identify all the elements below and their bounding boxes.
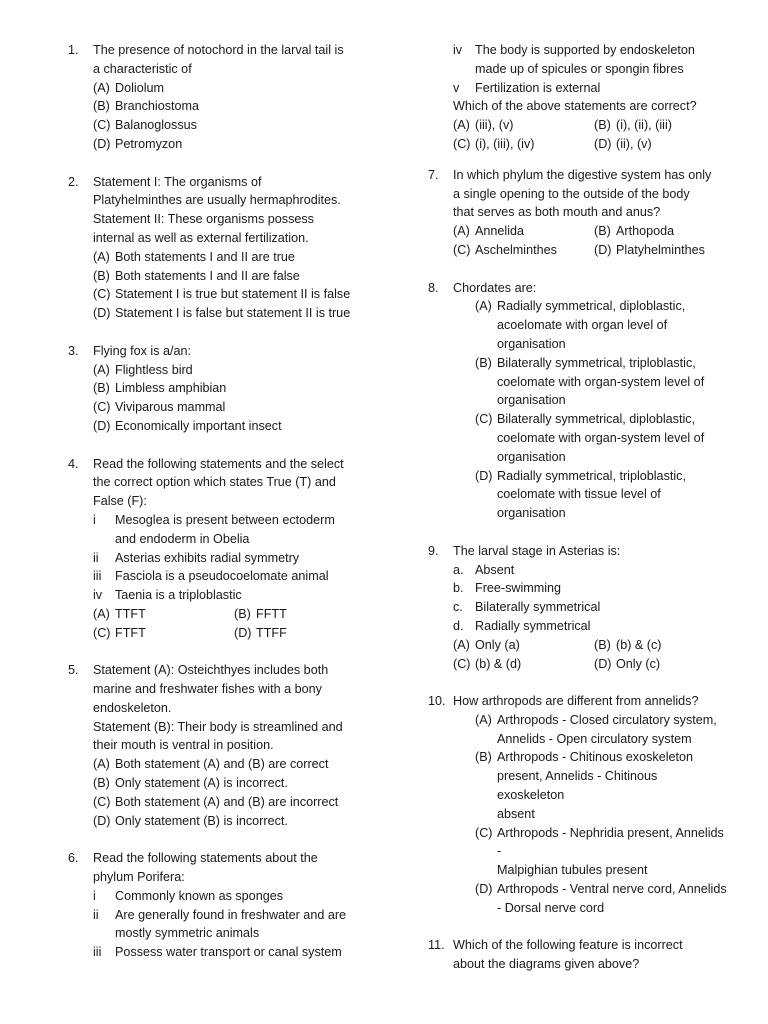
answer-option	[93, 267, 368, 286]
answer-option	[453, 222, 594, 241]
option-text	[115, 267, 368, 286]
option-label: (D)	[93, 136, 111, 151]
option-text-line: Both statements I and II are false	[115, 268, 300, 283]
question-text-line: In which phylum the digestive system has only	[453, 167, 712, 182]
statement-text	[115, 549, 368, 568]
question-text-line: The presence of notochord in the larval tail is	[93, 43, 344, 57]
option-text	[115, 755, 368, 774]
option-text: Only (a)	[475, 637, 520, 652]
question-number: 9.	[428, 543, 439, 558]
option-text-line: Balanoglossus	[115, 118, 197, 133]
statement-item	[93, 567, 368, 586]
statement-label: i	[93, 512, 96, 527]
answer-option	[93, 398, 368, 417]
answer-option	[453, 116, 594, 135]
statement-item	[93, 511, 368, 549]
statement-label: b.	[453, 581, 464, 596]
option-label: (A)	[475, 712, 492, 727]
question-text-line: Chordates are:	[453, 280, 537, 295]
option-label: (D)	[594, 136, 612, 151]
option-text-line: Annelids - Open circulatory system	[497, 731, 692, 746]
question-text-line: Read the following statements and the select	[93, 456, 344, 471]
option-text-line: organisation	[497, 336, 566, 351]
question-4	[68, 455, 368, 643]
answer-option	[93, 812, 368, 831]
option-text-line: coelomate with tissue level of	[497, 487, 661, 502]
option-text-line: Petromyzon	[115, 136, 183, 151]
answer-option	[93, 304, 368, 323]
question-10	[428, 692, 728, 918]
option-text-line: Radially symmetrical, diploblastic,	[497, 299, 686, 314]
option-text	[115, 285, 368, 304]
statement-text-line: Asterias exhibits radial symmetry	[115, 550, 300, 565]
option-text-line: Flightless bird	[115, 362, 193, 377]
statement-text	[115, 586, 368, 605]
statement-text	[475, 579, 728, 598]
option-text	[497, 711, 728, 749]
option-text: (b) & (d)	[475, 656, 522, 671]
question-text-line: their mouth is ventral in position.	[93, 738, 274, 753]
statement-text	[475, 617, 728, 636]
option-label: (A)	[93, 757, 110, 772]
option-label: (A)	[93, 606, 110, 621]
question-text-line: Statement II: These organisms possess	[93, 212, 314, 227]
left-column	[68, 41, 368, 981]
option-label: (A)	[475, 299, 492, 314]
answer-option	[453, 711, 728, 749]
option-text: (iii), (v)	[475, 118, 514, 133]
option-label: (C)	[93, 118, 111, 133]
statement-text-line: Radially symmetrical	[475, 618, 591, 633]
question-text-line: that serves as both mouth and anus?	[453, 205, 661, 220]
option-text-line: Only statement (A) is incorrect.	[115, 776, 288, 791]
statement-text	[475, 41, 728, 79]
answer-option	[453, 880, 728, 918]
answer-option	[93, 248, 368, 267]
statement-item	[93, 549, 368, 568]
answer-option	[93, 79, 368, 98]
option-label: (B)	[93, 99, 110, 114]
option-text	[497, 467, 728, 523]
option-text-line: Arthropods - Closed circulatory system,	[497, 712, 717, 727]
option-text: (ii), (v)	[616, 136, 652, 151]
answer-option	[453, 467, 728, 523]
statement-text	[475, 79, 728, 98]
option-text-line: Viviparous mammal	[115, 400, 226, 415]
statement-label: d.	[453, 618, 464, 633]
option-label: (C)	[93, 625, 111, 640]
statement-label: a.	[453, 562, 464, 577]
option-text	[497, 824, 728, 880]
answer-option	[453, 241, 594, 260]
statement-item	[453, 617, 728, 636]
answer-option	[93, 793, 368, 812]
statement-text-line: mostly symmetric animals	[115, 926, 260, 941]
option-label: (D)	[594, 242, 612, 257]
option-text	[497, 410, 728, 466]
option-text-line: Arthropods - Chitinous exoskeleton	[497, 750, 694, 765]
option-text	[497, 297, 728, 353]
option-text-line: Doliolum	[115, 80, 164, 95]
answer-option	[453, 824, 728, 880]
statement-item	[453, 41, 728, 79]
right-column	[428, 41, 728, 993]
option-text	[115, 116, 368, 135]
option-text-line: absent	[497, 806, 535, 821]
option-text	[115, 398, 368, 417]
statement-label: iv	[93, 588, 103, 603]
answer-options-grid	[453, 116, 728, 154]
option-label: (C)	[475, 412, 493, 427]
option-text: FTFT	[115, 625, 146, 640]
answer-option	[234, 624, 368, 643]
statement-text-line: Fasciola is a pseudocoelomate animal	[115, 569, 329, 584]
option-label: (C)	[93, 794, 111, 809]
option-text	[115, 379, 368, 398]
statement-text-line: and endoderm in Obelia	[115, 531, 250, 546]
option-text-line: organisation	[497, 449, 566, 464]
statement-text	[115, 511, 368, 549]
question-text-line: False (F):	[93, 494, 147, 509]
answer-option	[93, 774, 368, 793]
answer-option	[234, 605, 368, 624]
option-label: (A)	[93, 362, 110, 377]
statement-item	[453, 79, 728, 98]
option-text	[115, 304, 368, 323]
option-text-line: Statement I is false but statement II is true	[115, 306, 351, 321]
statement-text-line: Bilaterally symmetrical	[475, 600, 601, 615]
answer-option	[93, 605, 234, 624]
option-text: (b) & (c)	[616, 637, 662, 652]
option-label: (C)	[93, 400, 111, 415]
answer-option	[453, 655, 594, 674]
question-text-line: Statement (A): Osteichthyes includes both	[93, 663, 329, 678]
question-number: 8.	[428, 280, 439, 295]
option-label: (A)	[93, 249, 110, 264]
answer-option	[93, 361, 368, 380]
question-text-line: a characteristic of	[93, 61, 192, 76]
option-text	[115, 248, 368, 267]
option-text: TTFT	[115, 606, 146, 621]
option-label: (B)	[594, 118, 611, 133]
question-text-line: Statement (B): Their body is streamlined and	[93, 719, 343, 734]
statement-label: v	[453, 80, 460, 95]
statement-text-line: Are generally found in freshwater and are	[115, 907, 347, 922]
question-6	[68, 849, 368, 962]
statement-text-line: Mesoglea is present between ectoderm	[115, 512, 335, 527]
option-label: (D)	[475, 882, 493, 897]
option-text-line: coelomate with organ-system level of	[497, 374, 705, 389]
answer-option	[93, 116, 368, 135]
option-text	[115, 135, 368, 154]
question-9	[428, 542, 728, 674]
option-text-line: Statement I is true but statement II is false	[115, 287, 351, 302]
option-label: (C)	[475, 825, 493, 840]
question-number: 2.	[68, 174, 79, 189]
statement-label: iii	[93, 569, 102, 584]
statement-text	[115, 943, 368, 962]
statement-item	[93, 887, 368, 906]
question-7	[428, 166, 728, 260]
answer-option	[594, 655, 728, 674]
option-text	[115, 793, 368, 812]
option-text	[115, 417, 368, 436]
question-text-line: the correct option which states True (T) and	[93, 475, 336, 490]
question-text-line: Statement I: The organisms of	[93, 174, 262, 189]
answer-option	[453, 636, 594, 655]
question-number: 1.	[68, 43, 79, 57]
answer-option	[93, 285, 368, 304]
statement-text	[475, 561, 728, 580]
option-text: FFTT	[256, 606, 287, 621]
option-label: (C)	[453, 136, 471, 151]
option-text: Annelida	[475, 224, 525, 239]
statement-item	[453, 561, 728, 580]
statement-text-line: Commonly known as sponges	[115, 888, 283, 903]
answer-option	[594, 116, 728, 135]
question-text-line: Flying fox is a/an:	[93, 343, 191, 358]
statement-label: c.	[453, 600, 463, 615]
statement-text-line: Fertilization is external	[475, 80, 601, 95]
option-text-line: Bilaterally symmetrical, diploblastic,	[497, 412, 696, 427]
answer-options-grid	[453, 636, 728, 674]
option-text-line: Both statement (A) and (B) are correct	[115, 757, 329, 772]
option-text-line: Branchiostoma	[115, 99, 199, 114]
question-number: 5.	[68, 663, 79, 678]
statement-text-line: Absent	[475, 562, 515, 577]
option-text: (i), (iii), (iv)	[475, 136, 535, 151]
question-number: 11.	[428, 938, 445, 953]
option-text-line: Radially symmetrical, triploblastic,	[497, 468, 686, 483]
option-text-line: Economically important insect	[115, 418, 282, 433]
option-label: (C)	[93, 287, 111, 302]
answer-option	[93, 379, 368, 398]
statement-item	[453, 579, 728, 598]
option-text-line: Both statements I and II are true	[115, 249, 295, 264]
question-text-line: The larval stage in Asterias is:	[453, 543, 621, 558]
question-text-line: about the diagrams given above?	[453, 957, 640, 972]
statement-label: ii	[93, 907, 99, 922]
statement-text-line: Possess water transport or canal system	[115, 945, 342, 960]
answer-option	[594, 135, 728, 154]
answer-option	[93, 417, 368, 436]
option-label: (A)	[93, 80, 110, 95]
option-text-line: organisation	[497, 506, 566, 521]
option-label: (B)	[93, 776, 110, 791]
answer-option	[453, 354, 728, 410]
option-text: Aschelminthes	[475, 242, 557, 257]
question-text-line: Read the following statements about the	[93, 851, 318, 866]
option-text: Arthopoda	[616, 224, 675, 239]
question-number: 4.	[68, 456, 79, 471]
option-text	[497, 880, 728, 918]
option-label: (D)	[475, 468, 493, 483]
statement-label: iv	[453, 43, 463, 57]
option-text	[497, 748, 728, 823]
statement-text	[115, 887, 368, 906]
statement-text-line: made up of spicules or spongin fibres	[475, 61, 684, 76]
answer-option	[594, 222, 728, 241]
question-text-line: Platyhelminthes are usually hermaphrodites.	[93, 193, 341, 208]
option-label: (D)	[234, 625, 252, 640]
option-label: (A)	[453, 637, 470, 652]
answer-option	[93, 97, 368, 116]
question-11	[428, 936, 728, 974]
answer-option	[594, 636, 728, 655]
option-text: Platyhelminthes	[616, 242, 705, 257]
question-number: 3.	[68, 343, 79, 358]
answer-options-grid	[453, 222, 728, 260]
question-8	[428, 279, 728, 523]
option-text-line: Only statement (B) is incorrect.	[115, 813, 288, 828]
option-text-line: acoelomate with organ level of	[497, 318, 668, 333]
option-text-line: Both statement (A) and (B) are incorrect	[115, 794, 339, 809]
answer-option	[93, 624, 234, 643]
answer-options-grid	[93, 605, 368, 643]
option-text	[497, 354, 728, 410]
option-label: (A)	[453, 224, 470, 239]
statement-label: iii	[93, 945, 102, 960]
option-text: Only (c)	[616, 656, 661, 671]
statement-text	[115, 906, 368, 944]
option-label: (B)	[93, 381, 110, 396]
question-3	[68, 342, 368, 436]
option-text	[115, 361, 368, 380]
answer-option	[594, 241, 728, 260]
option-label: (D)	[93, 306, 111, 321]
option-label: (D)	[594, 656, 612, 671]
option-text	[115, 79, 368, 98]
option-text	[115, 774, 368, 793]
statement-label: ii	[93, 550, 99, 565]
option-text: TTFF	[256, 625, 287, 640]
answer-option	[93, 755, 368, 774]
question-1	[68, 41, 368, 154]
option-text-line: Arthropods - Ventral nerve cord, Annelids	[497, 882, 727, 897]
option-text-line: - Dorsal nerve cord	[497, 900, 605, 915]
option-text	[115, 812, 368, 831]
option-label: (B)	[234, 606, 251, 621]
statement-label: i	[93, 888, 96, 903]
question-5	[68, 661, 368, 830]
question-text-line: How arthropods are different from annelids?	[453, 694, 699, 709]
option-text	[115, 97, 368, 116]
option-label: (C)	[453, 242, 471, 257]
answer-option	[453, 748, 728, 823]
question-text-line: marine and freshwater fishes with a bony	[93, 682, 322, 697]
statement-text-line: Free-swimming	[475, 581, 562, 596]
option-label: (B)	[475, 355, 492, 370]
option-text-line: present, Annelids - Chitinous exoskeleton	[497, 769, 658, 803]
question-text-line: phylum Porifera:	[93, 870, 185, 885]
question-text-line: Which of the above statements are correct?	[453, 99, 697, 114]
statement-text	[115, 567, 368, 586]
option-text-line: Limbless amphibian	[115, 381, 227, 396]
option-text-line: Arthropods - Nephridia present, Annelids -	[497, 825, 724, 859]
question-number: 10.	[428, 694, 446, 709]
option-text-line: Malpighian tubules present	[497, 863, 648, 878]
statement-text-line: The body is supported by endoskeleton	[475, 43, 695, 57]
answer-option	[93, 135, 368, 154]
option-text: (i), (ii), (iii)	[616, 118, 672, 133]
question-2	[68, 173, 368, 323]
question-6-continued	[428, 41, 728, 154]
option-label: (D)	[93, 813, 111, 828]
statement-item	[453, 598, 728, 617]
option-text-line: Bilaterally symmetrical, triploblastic,	[497, 355, 696, 370]
answer-option	[453, 135, 594, 154]
option-label: (D)	[93, 418, 111, 433]
option-text-line: coelomate with organ-system level of	[497, 430, 705, 445]
statement-item	[93, 586, 368, 605]
option-label: (B)	[93, 268, 110, 283]
question-number: 6.	[68, 851, 79, 866]
option-label: (B)	[594, 224, 611, 239]
statement-text	[475, 598, 728, 617]
option-text-line: organisation	[497, 393, 566, 408]
option-label: (B)	[594, 637, 611, 652]
question-number: 7.	[428, 167, 439, 182]
question-text-line: endoskeleton.	[93, 700, 172, 715]
statement-item	[93, 906, 368, 944]
question-text-line: a single opening to the outside of the body	[453, 186, 690, 201]
question-text-line: internal as well as external fertilization.	[93, 230, 309, 245]
option-label: (C)	[453, 656, 471, 671]
answer-option	[453, 410, 728, 466]
question-text-line: Which of the following feature is incorrect	[453, 938, 683, 953]
statement-item	[93, 943, 368, 962]
option-label: (B)	[475, 750, 492, 765]
option-label: (A)	[453, 118, 470, 133]
statement-text-line: Taenia is a triploblastic	[115, 588, 242, 603]
answer-option	[453, 297, 728, 353]
